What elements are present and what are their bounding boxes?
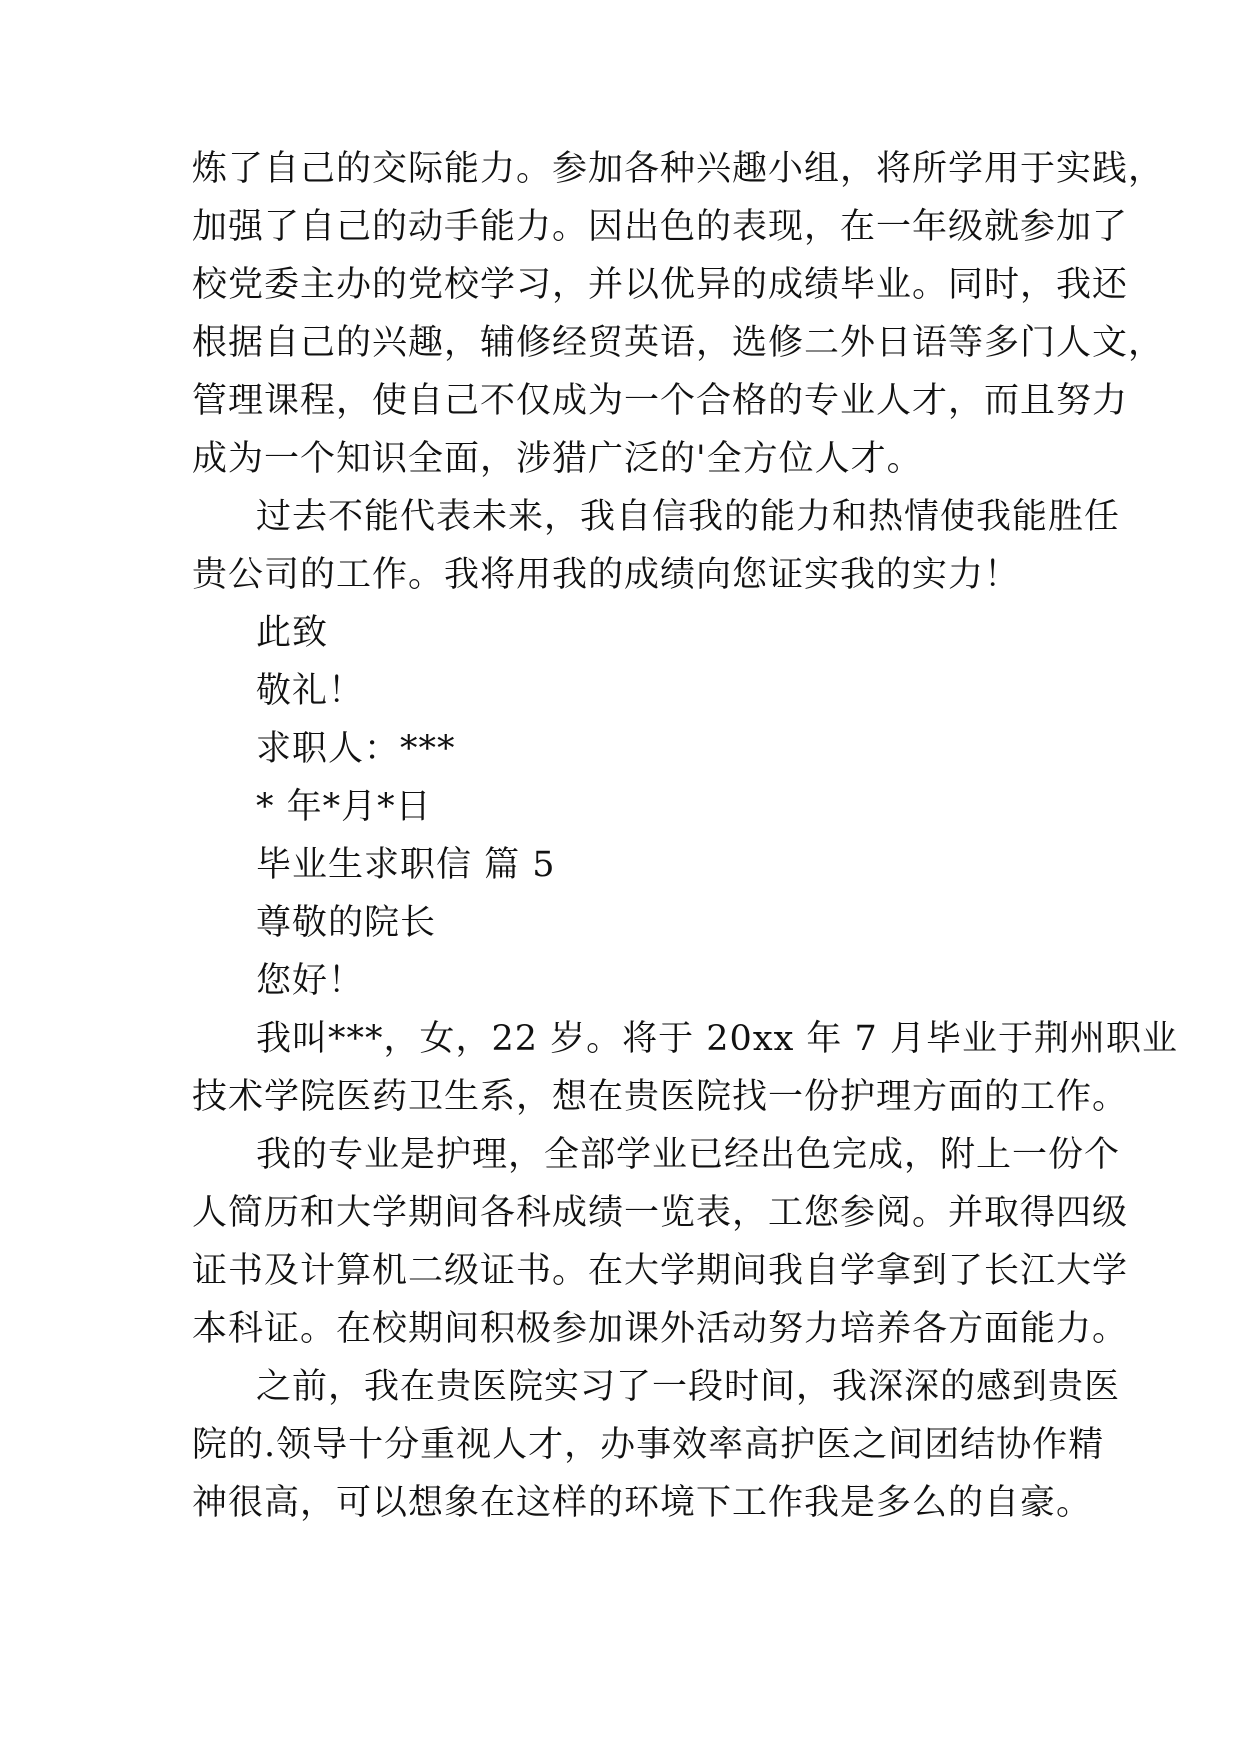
paragraph-start-line: 过去不能代表未来，我自信我的能力和热情使我能胜任 (256, 497, 1121, 537)
text-line: 技术学院医药卫生系，想在贵医院找一份护理方面的工作。 (192, 1077, 1129, 1117)
text-line: 炼了自己的交际能力。参加各种兴趣小组，将所学用于实践， (192, 149, 1165, 189)
text-line: 本科证。在校期间积极参加课外活动努力培养各方面能力。 (192, 1309, 1129, 1349)
letter-date: * 年*月*日 (256, 787, 432, 827)
letter-greeting: 您好！ (256, 961, 365, 1001)
text-line: 管理课程，使自己不仅成为一个合格的专业人才，而且努力 (192, 381, 1129, 421)
text-line: 成为一个知识全面，涉猎广泛的'全方位人才。 (192, 439, 923, 479)
text-line: 证书及计算机二级证书。在大学期间我自学拿到了长江大学 (192, 1251, 1129, 1291)
closing-salutation: 此致 (256, 613, 329, 653)
text-line: 院的.领导十分重视人才，办事效率高护医之间团结协作精 (192, 1425, 1105, 1465)
paragraph-start-line: 我叫***，女，22 岁。将于 20xx 年 7 月毕业于荆州职业 (256, 1019, 1178, 1059)
text-line: 神很高，可以想象在这样的环境下工作我是多么的自豪。 (192, 1483, 1093, 1523)
paragraph-start-line: 我的专业是护理，全部学业已经出色完成，附上一份个 (256, 1135, 1121, 1175)
text-line: 根据自己的兴趣，辅修经贸英语，选修二外日语等多门人文， (192, 323, 1165, 363)
text-line: 人简历和大学期间各科成绩一览表，工您参阅。并取得四级 (192, 1193, 1129, 1233)
text-line: 校党委主办的党校学习，并以优异的成绩毕业。同时，我还 (192, 265, 1129, 305)
closing-regards: 敬礼！ (256, 671, 365, 711)
paragraph-start-line: 之前，我在贵医院实习了一段时间，我深深的感到贵医 (256, 1367, 1121, 1407)
text-line: 贵公司的工作。我将用我的成绩向您证实我的实力！ (192, 555, 1021, 595)
applicant-signature: 求职人：*** (256, 729, 456, 769)
section-heading: 毕业生求职信 篇 5 (256, 845, 556, 885)
letter-addressee: 尊敬的院长 (256, 903, 437, 943)
text-line: 加强了自己的动手能力。因出色的表现，在一年级就参加了 (192, 207, 1129, 247)
